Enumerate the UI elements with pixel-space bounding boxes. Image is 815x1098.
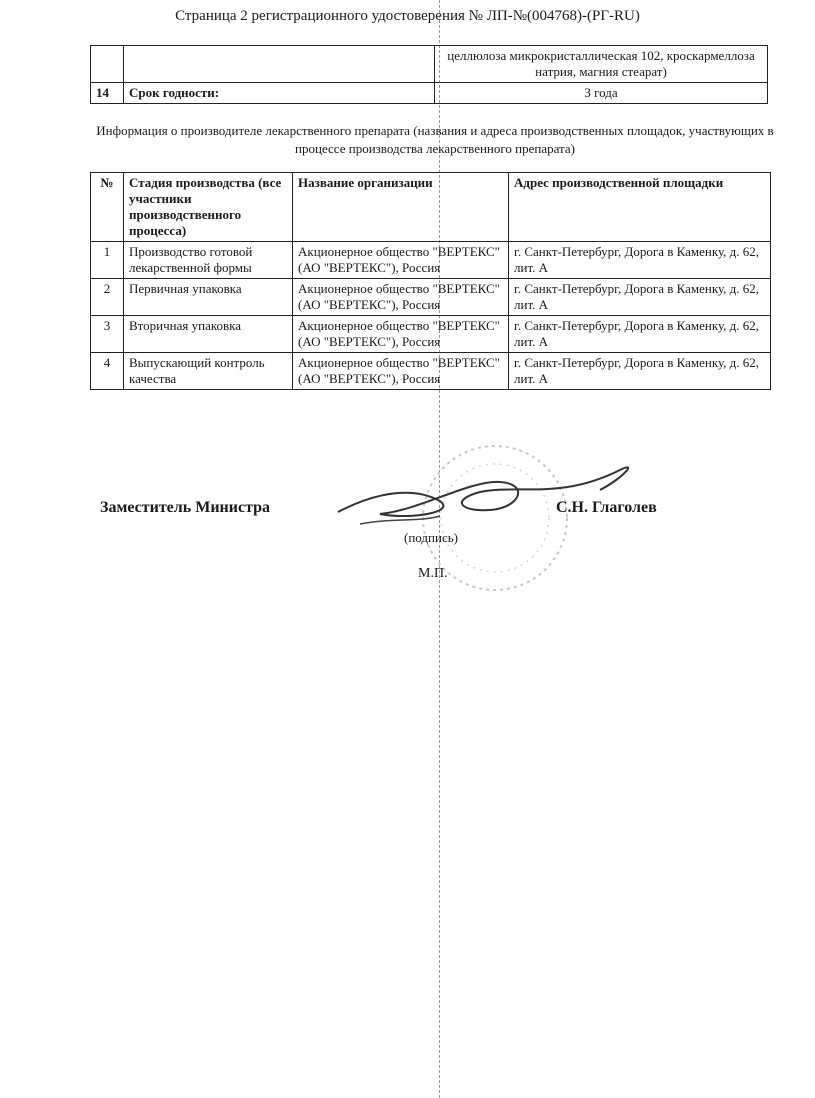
table-header-row [91, 173, 771, 242]
organization-cell: Акционерное общество "ВЕРТЕКС" (АО "ВЕРТЕКС"), Россия [293, 279, 509, 316]
shelf-life-label: Срок годности: [124, 83, 435, 104]
organization-cell: Акционерное общество "ВЕРТЕКС" (АО "ВЕРТЕКС"), Россия [293, 316, 509, 353]
stage-cell: Выпускающий контроль качества [124, 353, 293, 390]
signature-and-stamp [320, 440, 700, 620]
address-cell: г. Санкт-Петербург, Дорога в Каменку, д. 62, лит. А [509, 316, 771, 353]
stamp-label: М.П. [418, 566, 448, 581]
table-row [91, 353, 771, 390]
table-row [91, 316, 771, 353]
signer-position: Заместитель Министра [100, 499, 271, 516]
address-cell: г. Санкт-Петербург, Дорога в Каменку, д. 62, лит. А [509, 353, 771, 390]
stage-cell: Производство готовой лекарственной формы [124, 242, 293, 279]
composition-continuation: целлюлоза микрокристаллическая 102, кроскармеллоза натрия, магния стеарат) [435, 46, 768, 83]
column-header-organization: Название организации [293, 173, 509, 242]
manufacturer-table [90, 172, 771, 390]
stage-cell: Вторичная упаковка [124, 316, 293, 353]
row-number: 3 [91, 316, 124, 353]
stage-cell: Первичная упаковка [124, 279, 293, 316]
address-cell: г. Санкт-Петербург, Дорога в Каменку, д. 62, лит. А [509, 279, 771, 316]
row-number: 14 [91, 83, 124, 104]
row-number: 1 [91, 242, 124, 279]
organization-cell: Акционерное общество "ВЕРТЕКС" (АО "ВЕРТЕКС"), Россия [293, 242, 509, 279]
table-row [91, 46, 768, 83]
table-cell [91, 46, 124, 83]
address-cell: г. Санкт-Петербург, Дорога в Каменку, д. 62, лит. А [509, 242, 771, 279]
composition-table [90, 45, 768, 104]
table-row [91, 242, 771, 279]
column-header-number: № [91, 173, 124, 242]
table-cell [124, 46, 435, 83]
column-header-address: Адрес производственной площадки [509, 173, 771, 242]
row-number: 2 [91, 279, 124, 316]
page-header: Страница 2 регистрационного удостоверения № ЛП-№(004768)-(РГ-RU) [175, 8, 640, 24]
manufacturer-info-heading: Информация о производителе лекарственного препарата (названия и адреса производственных площадок, участвующих в процессе производства лекарственного препарата) [96, 123, 774, 156]
row-number: 4 [91, 353, 124, 390]
column-header-stage: Стадия производства (все участники производственного процесса) [124, 173, 293, 242]
signature-stroke [360, 516, 440, 524]
table-row [91, 83, 768, 104]
signer-name: С.Н. Глаголев [556, 499, 657, 516]
table-row [91, 279, 771, 316]
organization-cell: Акционерное общество "ВЕРТЕКС" (АО "ВЕРТЕКС"), Россия [293, 353, 509, 390]
signature-caption: (подпись) [404, 530, 458, 545]
shelf-life-value: 3 года [435, 83, 768, 104]
stamp-seal-inner [441, 464, 549, 572]
